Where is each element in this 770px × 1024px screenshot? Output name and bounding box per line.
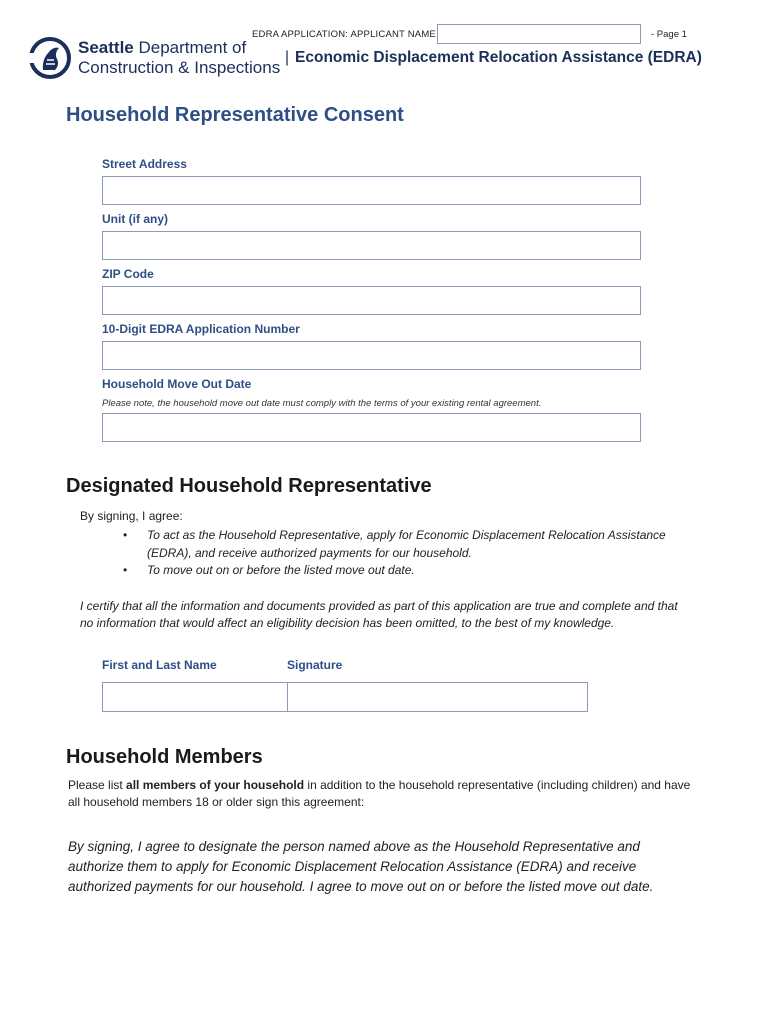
household-members-heading: Household Members <box>66 746 263 768</box>
signature-field[interactable] <box>287 682 588 712</box>
applicant-name-field[interactable] <box>437 24 641 44</box>
members-agreement-text: By signing, I agree to designate the person named above as the Household Representative and authorize them to apply for Economic Displacement Relocation Assistance (EDRA) and receive authorized payments for our household. I agree to move out on or before the listed move out date. <box>68 839 654 894</box>
certification-text: I certify that all the information and documents provided as part of this application are true and complete and that no information that would affect an eligibility decision has been omitted, to the best of my knowledge. <box>80 599 678 630</box>
first-last-name-field[interactable] <box>102 682 288 712</box>
applicant-name-label: EDRA APPLICATION: APPLICANT NAME <box>252 29 436 40</box>
logo-line-2: Construction & Inspections <box>78 58 281 77</box>
unit-label: Unit (if any) <box>102 212 168 226</box>
sdci-logo <box>28 36 281 82</box>
move-out-date-field[interactable] <box>102 413 641 442</box>
list-item: • To act as the Household Representative, apply for Economic Displacement Relocation Assistance (EDRA), and receive authorized payments for our household. <box>123 528 666 560</box>
members-intro: Please list all members of your household in addition to the household representative (including children) and have all household members 18 or older sign this agreement: <box>68 778 691 809</box>
zip-code-label: ZIP Code <box>102 267 154 281</box>
unit-field[interactable] <box>102 231 641 260</box>
title-divider: | <box>285 49 290 66</box>
logo-line-1: Seattle Department of <box>78 38 247 57</box>
move-out-date-label: Household Move Out Date <box>102 377 252 391</box>
first-last-name-label: First and Last Name <box>102 658 217 672</box>
bullet-icon: • <box>123 528 128 542</box>
application-number-field[interactable] <box>102 341 641 370</box>
program-title: | Economic Displacement Relocation Assistance (EDRA) <box>285 49 702 66</box>
list-item: • To move out on or before the listed move out date. <box>123 562 703 580</box>
zip-code-field[interactable] <box>102 286 641 315</box>
application-number-label: 10-Digit EDRA Application Number <box>102 322 300 336</box>
agreement-list <box>123 527 703 580</box>
designated-heading: Designated Household Representative <box>66 475 432 497</box>
seattle-seal-icon <box>28 36 72 80</box>
move-out-note: Please note, the household move out date must comply with the terms of your existing rental agreement. <box>102 398 542 409</box>
page-number: - Page 1 <box>651 29 687 40</box>
signing-intro: By signing, I agree: <box>80 509 183 523</box>
street-address-label: Street Address <box>102 157 187 171</box>
bullet-icon: • <box>123 563 128 577</box>
consent-heading: Household Representative Consent <box>66 104 404 126</box>
signature-label: Signature <box>287 658 343 672</box>
street-address-field[interactable] <box>102 176 641 205</box>
